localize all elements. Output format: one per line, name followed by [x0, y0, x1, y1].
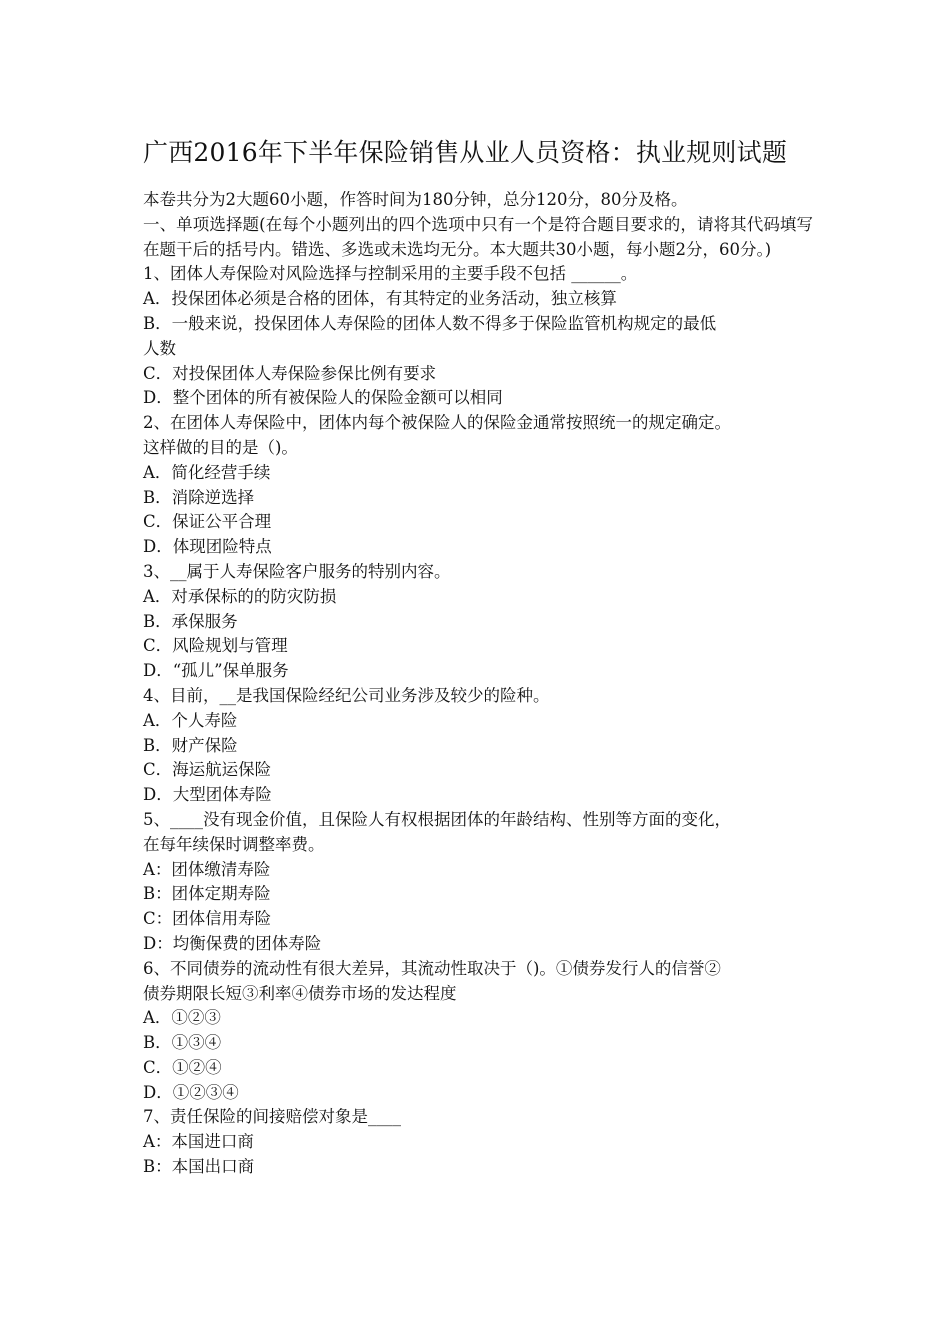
- text-line: D．整个团体的所有被保险人的保险金额可以相同: [143, 388, 503, 408]
- text-line: A．简化经营手续: [143, 462, 271, 482]
- text-line: C．风险规划与管理: [143, 636, 288, 656]
- text-line: C．对投保团体人寿保险参保比例有要求: [143, 363, 437, 383]
- text-line: D：均衡保费的团体寿险: [143, 933, 322, 953]
- text-line: 在每年续保时调整率费。: [143, 834, 325, 854]
- text-line: D．①②③④: [143, 1082, 239, 1102]
- text-line: A．①②③: [143, 1008, 221, 1028]
- intro-line: 本卷共分为2大题60小题，作答时间为180分钟，总分120分，80分及格。: [143, 190, 688, 209]
- text-line: 2、在团体人寿保险中，团体内每个被保险人的保险金通常按照统一的规定确定。: [143, 413, 731, 433]
- section-heading: 一、单项选择题(在每个小题列出的四个选项中只有一个是符合题目要求的，请将其代码填写在题干后的括号内。错选、多选或未选均无分。本大题共30小题，每小题2分，60分。): [143, 214, 813, 259]
- text-line: A．个人寿险: [143, 710, 238, 730]
- text-line: D．“孤儿”保单服务: [143, 661, 289, 681]
- text-line: B．财产保险: [143, 735, 238, 755]
- text-line: B：团体定期寿险: [143, 884, 271, 904]
- document-body: [143, 188, 813, 1180]
- text-line: C．①②④: [143, 1057, 222, 1077]
- text-line: C：团体信用寿险: [143, 909, 272, 929]
- text-line: 5、____没有现金价值，且保险人有权根据团体的年龄结构、性别等方面的变化，: [143, 809, 731, 829]
- text-line: C．保证公平合理: [143, 512, 272, 532]
- text-line: 1、团体人寿保险对风险选择与控制采用的主要手段不包括 ______。: [143, 264, 638, 284]
- text-line: B．①③④: [143, 1033, 222, 1053]
- text-line: B．一般来说，投保团体人寿保险的团体人数不得多于保险监管机构规定的最低: [143, 313, 717, 333]
- text-line: C．海运航运保险: [143, 760, 272, 780]
- text-line: 人数: [143, 338, 176, 358]
- text-line: 这样做的目的是（)。: [143, 437, 298, 457]
- text-line: 4、目前，__是我国保险经纪公司业务涉及较少的险种。: [143, 685, 550, 705]
- document-title: 广西2016年下半年保险销售从业人员资格：执业规则试题: [143, 138, 788, 167]
- question-list: [143, 262, 813, 1179]
- text-line: A：团体缴清寿险: [143, 859, 271, 879]
- text-line: 债券期限长短③利率④债券市场的发达程度: [143, 983, 457, 1003]
- text-line: B．承保服务: [143, 611, 238, 631]
- text-line: 6、不同债券的流动性有很大差异，其流动性取决于（)。①债券发行人的信誉②: [143, 958, 721, 978]
- text-line: D．体现团险特点: [143, 537, 272, 557]
- text-line: 7、责任保险的间接赔偿对象是____: [143, 1107, 401, 1127]
- text-line: B：本国出口商: [143, 1157, 255, 1177]
- text-line: B．消除逆选择: [143, 487, 255, 507]
- text-line: A：本国进口商: [143, 1132, 254, 1152]
- text-line: D．大型团体寿险: [143, 785, 272, 805]
- text-line: 3、__属于人寿保险客户服务的特别内容。: [143, 561, 451, 581]
- text-line: A．投保团体必须是合格的团体，有其特定的业务活动，独立核算: [143, 289, 617, 309]
- text-line: A．对承保标的的防灾防损: [143, 586, 337, 606]
